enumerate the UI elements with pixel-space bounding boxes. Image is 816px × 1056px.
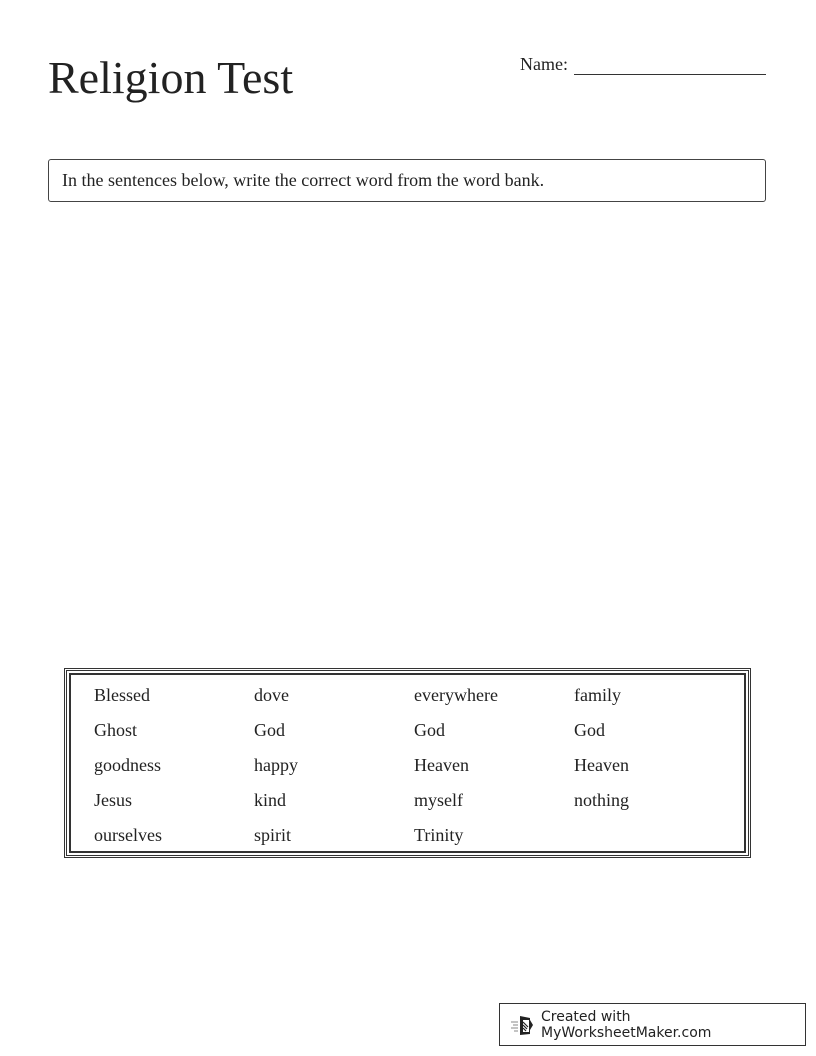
instructions-box <box>48 159 766 202</box>
word-bank-word: ourselves <box>94 825 162 845</box>
word-bank <box>64 668 751 858</box>
name-field <box>520 52 766 75</box>
word-bank-word: Heaven <box>414 755 469 775</box>
word-bank-word: Jesus <box>94 790 133 810</box>
word-bank-word: family <box>574 685 621 705</box>
word-bank-word: myself <box>414 790 463 810</box>
word-bank-word: Blessed <box>94 685 150 705</box>
instructions-text: In the sentences below, write the correct word from the word bank. <box>62 170 545 190</box>
worksheet-maker-logo-icon <box>510 1014 536 1036</box>
word-bank-word: happy <box>254 755 298 775</box>
word-bank-word: dove <box>254 685 289 705</box>
word-bank-word: God <box>414 720 445 740</box>
word-bank-word <box>574 822 734 857</box>
word-bank-word: Heaven <box>574 755 629 775</box>
word-bank-word: kind <box>254 790 287 810</box>
word-bank-word: Ghost <box>94 720 138 740</box>
created-with-text: Created with MyWorksheetMaker.com <box>541 1008 712 1041</box>
word-bank-word: God <box>574 720 605 740</box>
name-label: Name: <box>520 54 568 74</box>
word-bank-word: goodness <box>94 755 161 775</box>
word-bank-word: spirit <box>254 825 292 845</box>
word-bank-word: Trinity <box>414 825 464 845</box>
word-bank-grid <box>94 682 734 857</box>
name-blank-line[interactable] <box>574 52 766 75</box>
page-title: Religion Test <box>48 52 294 103</box>
word-bank-word: everywhere <box>414 685 498 705</box>
word-bank-word: nothing <box>574 790 630 810</box>
word-bank-word: God <box>254 720 285 740</box>
created-with-badge[interactable] <box>499 1003 806 1046</box>
